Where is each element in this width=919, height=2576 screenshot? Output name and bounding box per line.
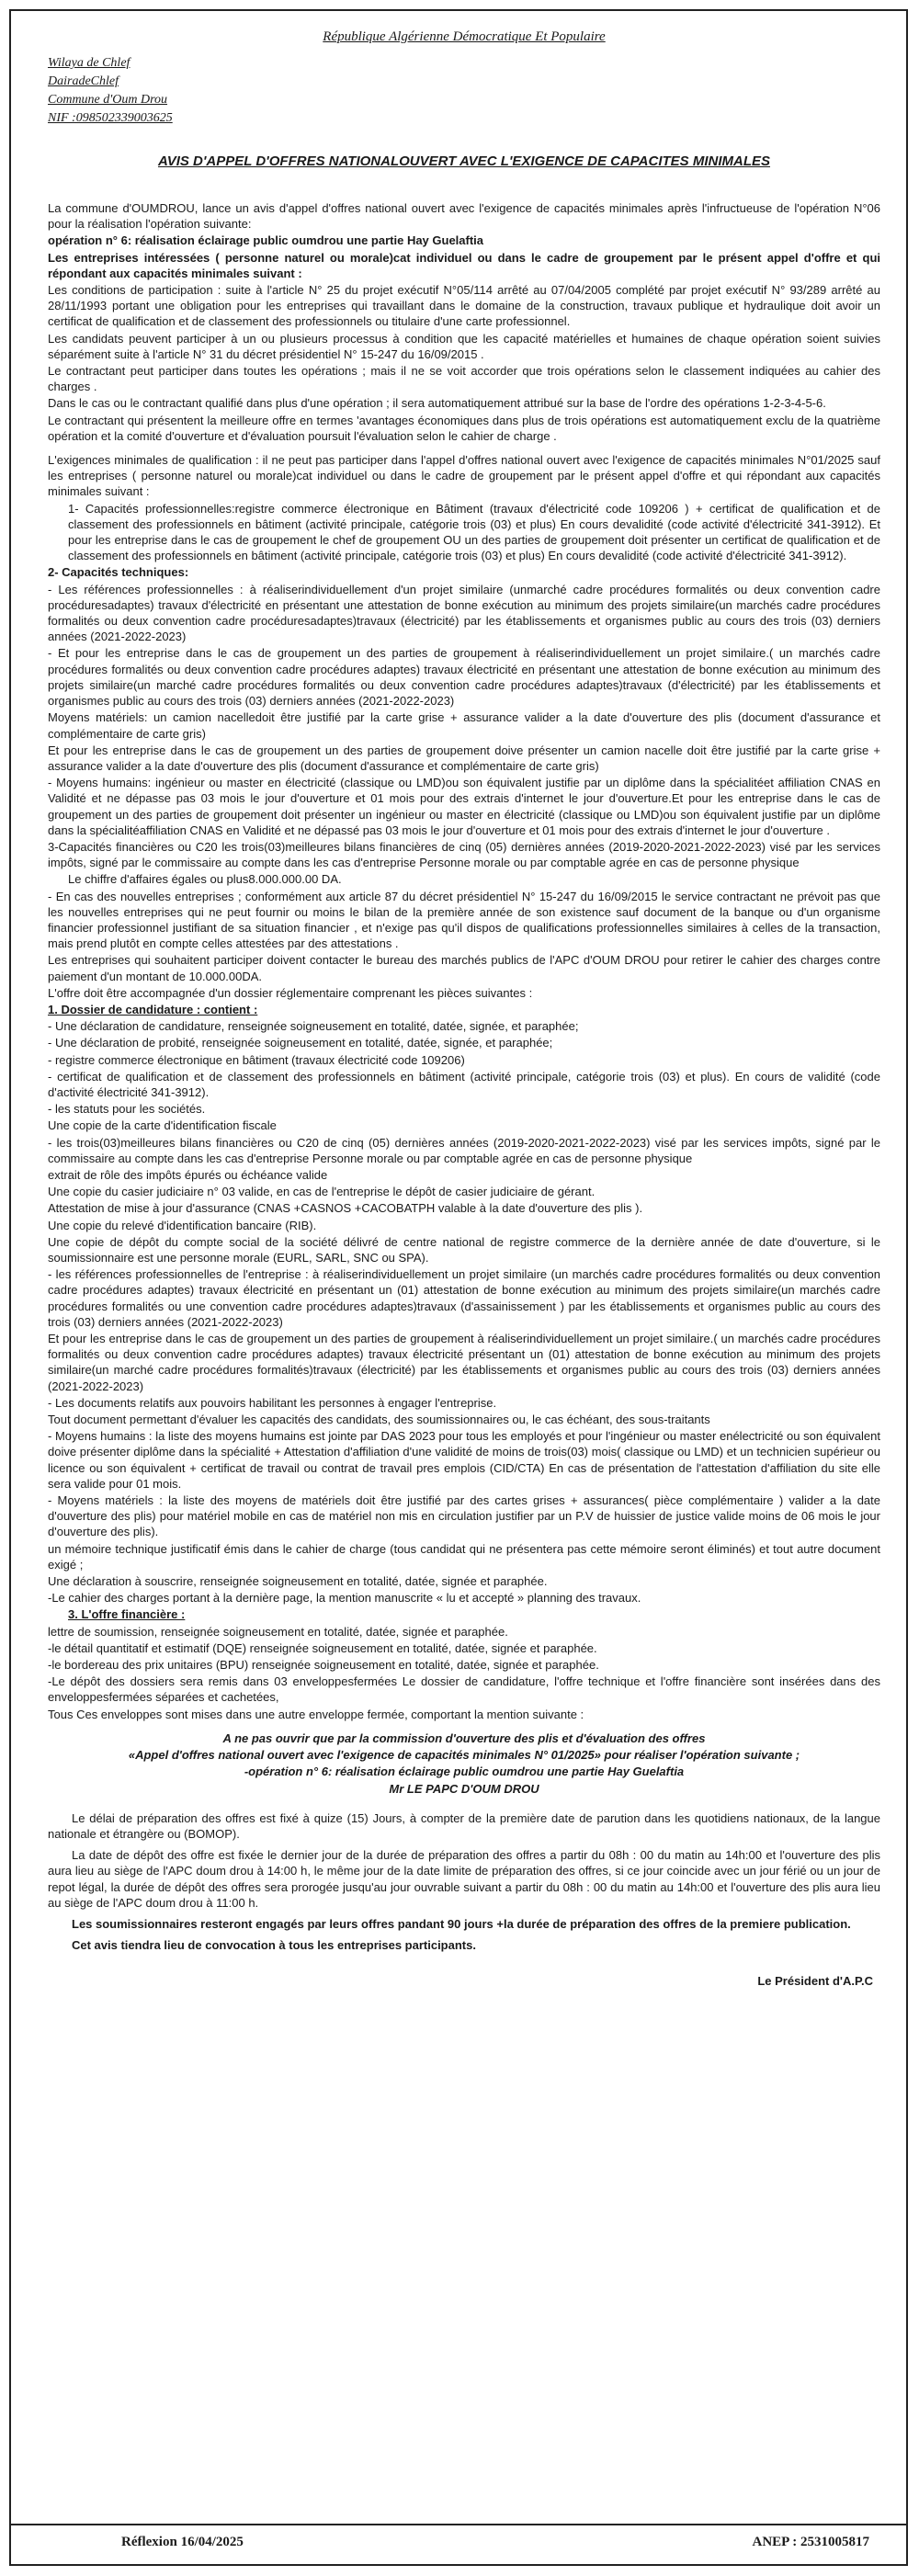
candidature-item: Une copie du relevé d'identification bancaire (RIB). bbox=[48, 1218, 317, 1232]
notice-title: AVIS D'APPEL D'OFFRES NATIONALOUVERT AVEC L'EXIGENCE DE CAPACITES MINIMALES bbox=[157, 153, 771, 169]
closing-paragraph: La date de dépôt des offre est fixée le dernier jour de la durée de préparation des offres a partir du 08h : 00 du matin au 14h:00 et l'ouverture des plis aura lieu au siège de l'APC doum drou à 14:00 h, le même jour de la date limite de préparation des offres, si ce jour coincide avec un jour férié ou un jour de repot légal, la durée de dépôt des offres sera prorogée jusqu'au jour ouvrable suivant a partir du 08h : 00 du matin au 14h:00 et l'ouverture des plis aura lieu au siège de l'APC doum drou à 11:00 h. bbox=[48, 1848, 880, 1910]
candidature-heading: 1. Dossier de candidature : contient : bbox=[48, 1002, 258, 1016]
intro-paragraph: La commune d'OUMDROU, lance un avis d'appel d'offres national ouvert avec l'exigence de capacités minimales après l'infructueuse de l'opération N°06 pour la réalisation l'opération suivante: bbox=[48, 201, 880, 232]
capacities-section bbox=[48, 452, 880, 1001]
signature: Le Président d'A.P.C bbox=[757, 1974, 873, 1989]
envelope-line: Mr LE PAPC D'OUM DROU bbox=[389, 1781, 539, 1796]
candidature-item: - les trois(03)meilleures bilans financières ou C20 de cinq (05) dernières années (2019-2020-2021-2022-2023) visé par les services impôts, signé par le commissaire au compte dans les cas d'entreprise Personne morale ou par comptable agrée en cas de personne physique bbox=[48, 1135, 880, 1165]
intro-paragraph: Les candidats peuvent participer à un ou plusieurs processus à condition que les capacité matérielles et humaines de chaque opération soient suivies séparément suite à l'article N° 31 du décret présidentiel N° 15-247 du 16/09/2015 . bbox=[48, 331, 880, 361]
financiere-item: lettre de soumission, renseignée soigneusement en totalité, datée, signée et paraphée. bbox=[48, 1624, 508, 1639]
footer-anep: ANEP : 2531005817 bbox=[752, 2535, 869, 2549]
financiere-item: Tous Ces enveloppes sont mises dans une autre enveloppe fermée, comportant la mention suivante : bbox=[48, 1707, 584, 1721]
closing-paragraph: Le délai de préparation des offres est fixé à quize (15) Jours, à compter de la première date de parution dans les quotidiens nationaux, de la langue nationale et étrangère ou (BOMOP). bbox=[48, 1810, 880, 1841]
capacity-paragraph: 3-Capacités financières ou C20 les trois(03)meilleures bilans financières de cinq (05) dernières années (2019-2020-2021-2022-2023) visé par les services impôts, signé par le commissaire au compte dans les cas d'entreprise Personne morale ou par comptable agrée en cas de personne physique bbox=[48, 839, 880, 870]
candidature-item: - Une déclaration de probité, renseignée soigneusement en totalité, datée, signée, et paraphée; bbox=[48, 1036, 553, 1050]
closing-section bbox=[48, 1810, 880, 1954]
capacity-paragraph: - Les références professionnelles : à réaliserindividuellement d'un projet similaire (unmarché cadre procédures formalités ou deux convention cadre procéduresadaptes) travaux d'électricité en présentant une attestation de bonne exécution au minimum des projets similaire(un marchés cadre procédures formalités ou deux convention cadre procéduresadaptes)travaux (électricité) par les établissements et organismes public au cours des trois (03) derniers années (2021-2022-2023) bbox=[48, 582, 880, 644]
capacity-paragraph: Le chiffre d'affaires égales ou plus8.000.000.00 DA. bbox=[68, 872, 342, 887]
financiere-list bbox=[48, 1624, 880, 1722]
intro-paragraph: Le contractant qui présentent la meilleure offre en termes 'avantages économiques dans plus de trois opérations est automatiquement exclu de la quatrième opération et la comité d'ouverture et d'évaluation poursuit l'évaluation selon le cahier de charge . bbox=[48, 413, 880, 443]
candidature-list bbox=[48, 1018, 880, 1606]
capacity-paragraph: - Moyens humains: ingénieur ou master en électricité (classique ou LMD)ou son équivalent justifie par un diplôme dans la spécialitéet affiliation CNAS en Validité et ne dépasse pas 03 mois le jour d'ouverture et 01 mois pour des extrais d'internet le jour d'ouverture.Et pour les entreprise dans le cas de groupement un des parties de groupement doit présenter un ingénieur ou master en électricité (classique ou LMD)ou son équivalent justifie par un diplôme dans la spécialitéaffiliation CNAS en Validité et ne dépassé pas 03 mois le jour d'ouverture et 01 mois pour des extrais d'internet le jour d'ouverture . bbox=[48, 776, 880, 837]
issuer-block bbox=[48, 54, 880, 128]
intro-paragraph: Dans le cas ou le contractant qualifié dans plus d'une opération ; il sera automatiquement attribué sur la base de l'ordre des opérations 1-2-3-4-5-6. bbox=[48, 396, 826, 411]
capacity-paragraph: Et pour les entreprise dans le cas de groupement un des parties de groupement doive présenter un camion nacelle doit être justifié par la carte grise + assurance valider a la date d'ouverture des plis (document d'assurance et complémentaire de carte gris) bbox=[48, 743, 880, 773]
notice-body bbox=[48, 200, 880, 1990]
candidature-item: - les références professionnelles de l'entreprise : à réaliserindividuellement un projet similaire (un marchés cadre procédures formalités ou deux convention cadre procédures adaptes) travaux électricité en présentant un (01) attestation de bonne exécution au minimum des projets similaire(un marchés cadre procédures formalités ou une convention cadre procédures adaptes)travaux (d'assainissement ) par les établissements et organismes public au cours des trois (03) derniers années (2021-2022-2023) bbox=[48, 1267, 880, 1329]
capacity-paragraph: L'exigences minimales de qualification : il ne peut pas participer dans l'appel d'offres national ouvert avec l'exigence de capacités minimales N°01/2025 sauf les entreprises ( personne naturel ou morale)cat individuel ou dans le cadre de groupement par le présent appel d'offre et qui répondant aux capacités minimales suivant : bbox=[48, 453, 880, 499]
candidature-item: Attestation de mise à jour d'assurance (CNAS +CASNOS +CACOBATPH valable à la date d'ouverture des plis ). bbox=[48, 1201, 643, 1216]
financiere-item: -le bordereau des prix unitaires (BPU) renseignée soigneusement en totalité, datée, signée et paraphée. bbox=[48, 1658, 599, 1673]
envelope-line: «Appel d'offres national ouvert avec l'exigence de capacités minimales N° 01/2025» pour réaliser l'opération suivante ; bbox=[128, 1748, 800, 1763]
capacity-paragraph: L'offre doit être accompagnée d'un dossier réglementaire comprenant les pièces suivantes : bbox=[48, 985, 533, 1000]
issuer-daira: DairadeChlef bbox=[48, 74, 119, 88]
envelope-line: -opération n° 6: réalisation éclairage public oumdrou une partie Hay Guelaftia bbox=[244, 1765, 685, 1779]
intro-paragraph: Les conditions de participation : suite à l'article N° 25 du projet exécutif N°05/114 arrêté au 07/04/2005 complété par projet exécutif N° 93/289 arrêté au 28/11/1993 portant une obligation pour les entreprises qui travaillant dans le domaine de la construction, travaux publique et hydraulique doit avoir un certificat de qualification et de classement des professionnels ou titulaire d'une carte professionnel. bbox=[48, 283, 880, 329]
envelope-line: A ne pas ouvrir que par la commission d'ouverture des plis et d'évaluation des offres bbox=[222, 1731, 706, 1745]
issuer-wilaya: Wilaya de Chlef bbox=[48, 56, 130, 70]
candidature-item: Une copie de dépôt du compte social de la société délivré de centre national de registre commerce de la dernière année de date d'ouverture, si le soumissionnaire est une personne morale (EURL, SARL, SNC ou SPA). bbox=[48, 1234, 880, 1265]
footer-publication: Réflexion 16/04/2025 bbox=[121, 2535, 244, 2549]
republic-header: République Algérienne Démocratique Et Populaire bbox=[323, 29, 606, 44]
issuer-nif: NIF :098502339003625 bbox=[48, 111, 173, 125]
candidature-item: - Moyens humains : la liste des moyens humains est jointe par DAS 2023 pour tous les employés et pour l'ingénieur ou master enélectricité ou son équivalent doive présenter diplôme dans la spécialité + Attestation d'affiliation d'une validité de moins de trois(03) mois( classique ou LMD) et un technicien supérieur ou licence ou son équivalent + certificat de travail ou contrat de travail pres emplois (CID/CTA) En cas de présentation de l'attestation d'affiliation du site elle sera valide pour 01 mois. bbox=[48, 1429, 880, 1491]
intro-paragraph: opération n° 6: réalisation éclairage public oumdrou une partie Hay Guelaftia bbox=[48, 233, 484, 248]
intro-section bbox=[48, 200, 880, 444]
candidature-item: un mémoire technique justificatif émis dans le cahier de charge (tous candidat qui ne présentera pas cette mémoire seront éliminés) et tout autre document exigé ; bbox=[48, 1541, 880, 1572]
capacity-paragraph: 1- Capacités professionnelles:registre commerce électronique en Bâtiment (travaux d'électricité code 109206 ) + certificat de qualification et de classement des professionnels en bâtiment (activité principale, catégorie trois (03) et plus) En cours devalidité (code activité d'électricité 341-3912). Et pour les entreprise dans le cas de groupement le chef de groupement OU un des parties de groupement doit présenter un certificat de qualification et de classement des professionnels en bâtiment (activité principale, catégorie trois (03) et plus) En cours devalidité (code activité d'électricité 341-3912). bbox=[68, 501, 880, 563]
candidature-item: Une copie de la carte d'identification fiscale bbox=[48, 1118, 277, 1133]
closing-paragraph: Les soumissionnaires resteront engagés par leurs offres pandant 90 jours +la durée de préparation des offres de la premiere publication. bbox=[72, 1916, 851, 1931]
financiere-heading: 3. L'offre financière : bbox=[68, 1607, 186, 1622]
intro-paragraph: Le contractant peut participer dans toutes les opérations ; mais il ne se voit accorder que trois opérations selon le classement indiquées au cahier des charges . bbox=[48, 364, 880, 394]
candidature-item: extrait de rôle des impôts épurés ou échéance valide bbox=[48, 1167, 328, 1182]
capacity-paragraph: - En cas des nouvelles entreprises ; conformément aux article 87 du décret présidentiel N° 15-247 du 16/09/2015 le service contractant ne prévoit pas que les nouvelles entreprises qui ne peut fournir ou moins le bilan de la première année de son existence sauf document de la banque ou d'un organisme financier professionnel justifiant de sa situation financier , et n'exige pas qu'il dispos de qualifications professionnelles similaires à celles de la transaction, mais prend plutôt en compte celles attestées par des attestations . bbox=[48, 889, 880, 951]
financiere-item: -Le dépôt des dossiers sera remis dans 03 enveloppesfermées Le dossier de candidature, l'offre technique et l'offre financière sont insérées dans des enveloppesfermées séparées et cachetées, bbox=[48, 1674, 880, 1705]
capacity-paragraph: Moyens matériels: un camion nacelledoit être justifié par la carte grise + assurance valider a la date d'ouverture des plis (document d'assurance et complémentaire de carte gris) bbox=[48, 710, 880, 741]
footer-bar bbox=[11, 2524, 906, 2564]
candidature-item: Et pour les entreprise dans le cas de groupement un des parties de groupement à réaliserindividuellement un projet similaire.( un marchés cadre procédures formalités ou deux convention cadre procédures adaptes) travaux électricité présentant un (01) attestation de bonne exécution au minimum des projets similaire(un marché cadre procédures formalités)travaux (électricité) par les établissements et organismes public au cours des trois (03) derniers années (2021-2022-2023) bbox=[48, 1332, 880, 1393]
candidature-item: - registre commerce électronique en bâtiment (travaux électricité code 109206) bbox=[48, 1052, 465, 1067]
candidature-item: - Les documents relatifs aux pouvoirs habilitant les personnes à engager l'entreprise. bbox=[48, 1395, 497, 1410]
closing-paragraph: Cet avis tiendra lieu de convocation à tous les entreprises participants. bbox=[72, 1938, 476, 1953]
capacity-paragraph: Les entreprises qui souhaitent participer doivent contacter le bureau des marchés publics de l'APC d'OUM DROU pour retirer le cahier des charges contre paiement d'un montant de 10.000.00DA. bbox=[48, 953, 880, 983]
candidature-item: -Le cahier des charges portant à la dernière page, la mention manuscrite « lu et accepté » planning des travaux. bbox=[48, 1591, 641, 1606]
candidature-item: Une déclaration à souscrire, renseignée soigneusement en totalité, datée, signée et paraphée. bbox=[48, 1574, 548, 1589]
envelope-mention bbox=[48, 1731, 880, 1797]
issuer-commune: Commune d'Oum Drou bbox=[48, 93, 168, 107]
capacity-paragraph: - Et pour les entreprise dans le cas de groupement un des parties de groupement à réaliserindividuellement un projet similaire.( un marchés cadre procédures formalités ou deux convention cadre procédures adaptes) travaux électricité en présentant une attestation de bonne exécution au minimum des projets similaire(un marché cadre procédures formalités ou deux convention cadre procédures adaptes)travaux (d'électricité) par les établissements et organismes public au cours des trois (03) derniers années (2021-2022-2023) bbox=[48, 646, 880, 709]
candidature-item: Tout document permettant d'évaluer les capacités des candidats, des soumissionnaires ou, le cas échéant, des sous-traitants bbox=[48, 1413, 710, 1427]
candidature-item: - certificat de qualification et de classement des professionnels en bâtiment (activité principale, catégorie trois (03) et plus). En cours de validité (code d'activité électricité 341-3912). bbox=[48, 1069, 880, 1099]
notice-page bbox=[9, 9, 908, 2566]
candidature-item: - les statuts pour les sociétés. bbox=[48, 1102, 206, 1117]
capacity-paragraph: 2- Capacités techniques: bbox=[48, 565, 189, 580]
candidature-item: - Moyens matériels : la liste des moyens de matériels doit être justifié par des cartes grises + assurances( pièce complémentaire ) valider a la date d'ouverture des plis) pour matériel mobile en cas de matériel non mis en circulation justifier par un P.V de huissier de justice valide moins de 06 mois le jour d'ouverture des plis). bbox=[48, 1493, 880, 1539]
financiere-item: -le détail quantitatif et estimatif (DQE) renseignée soigneusement en totalité, datée, signée et paraphée. bbox=[48, 1640, 597, 1655]
intro-paragraph: Les entreprises intéressées ( personne naturel ou morale)cat individuel ou dans le cadre de groupement par le présent appel d'offre et qui répondant aux capacités minimales suivant : bbox=[48, 250, 880, 280]
candidature-item: - Une déclaration de candidature, renseignée soigneusement en totalité, datée, signée, et paraphée; bbox=[48, 1019, 579, 1034]
candidature-item: Une copie du casier judiciaire n° 03 valide, en cas de l'entreprise le dépôt de casier judiciaire de gérant. bbox=[48, 1185, 596, 1199]
